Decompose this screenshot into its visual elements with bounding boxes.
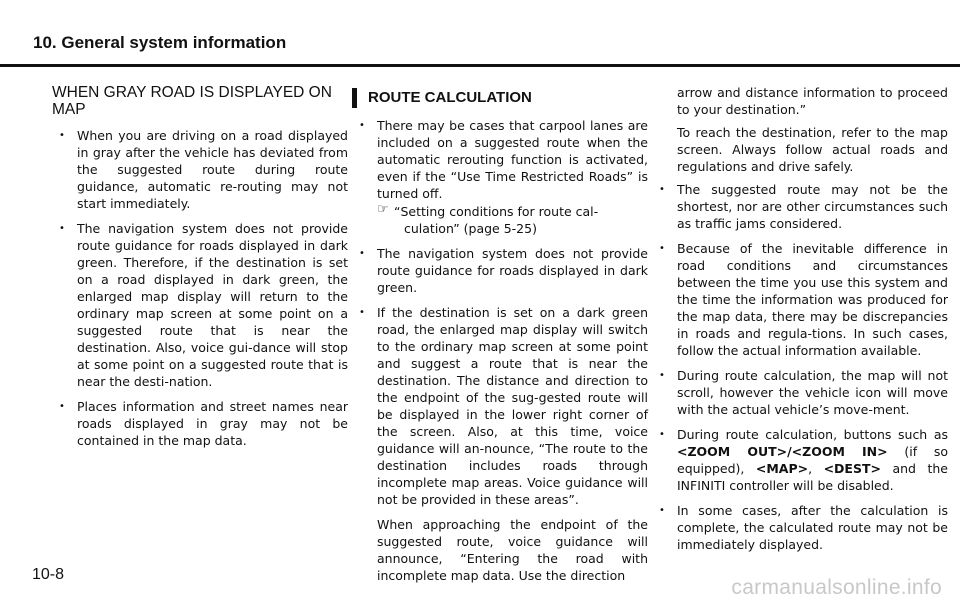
- separator: ,: [808, 461, 824, 476]
- list-item: [352, 117, 648, 237]
- route-calculation-heading: ROUTE CALCULATION: [352, 88, 648, 108]
- bullet-text: (if so equipped),: [677, 444, 949, 476]
- gray-road-heading: WHEN GRAY ROAD IS DISPLAYED ON MAP: [52, 84, 332, 118]
- bullet-text: There may be cases that carpool lanes are included on a suggested route when the automatic rerouting function is activated, even if the “Use Time Restricted Roads” is turned off.: [377, 118, 648, 201]
- reference-pointer-icon: ☞: [377, 202, 389, 217]
- paragraph: When approaching the endpoint of the suggested route, voice guidance will announce, “Entering the road with incomplete map data. Use the direction: [377, 517, 648, 583]
- gray-road-list: [52, 127, 348, 449]
- paragraph: To reach the destination, refer to the map screen. Always follow actual roads and regulations and drive safely.: [677, 125, 948, 174]
- list-item: • The suggested route may not be the shortest, nor are other circumstances such as traffic jams considered.: [652, 181, 948, 232]
- map-button-label: <MAP>: [755, 461, 809, 476]
- left-column: [52, 84, 348, 457]
- watermark: carmanualsonline.info: [731, 576, 942, 599]
- route-calc-list: [352, 117, 648, 508]
- page-reference[interactable]: [377, 203, 648, 237]
- bullet-text: and the INFINITI controller will be disabled.: [677, 461, 948, 493]
- list-item: • If the destination is set on a dark green road, the enlarged map display will switch to the ordinary map screen at some point and suggest a route that is near the destination. The distance and direction to the endpoint of the sug-gested route will be displayed in the lower right corner of the screen. Also, at this time, voice guidance will an-nounce, “The route to the destination includes roads through incomplete map areas. Voice guidance will not be provided in these areas”.: [352, 304, 648, 508]
- header-rule: [0, 64, 960, 67]
- reference-text: “Setting conditions for route cal-culation” (page 5-25): [394, 204, 599, 236]
- list-item: • During route calculation, the map will not scroll, however the vehicle icon will move with the actual vehicle’s move-ment.: [652, 367, 948, 418]
- continued-text: arrow and distance information to proceed to your destination.”: [677, 85, 948, 117]
- list-item: • When you are driving on a road displayed in gray after the vehicle has deviated from the suggested route during route guidance, automatic re-routing may not start immediately.: [52, 127, 348, 212]
- list-item: • The navigation system does not provide route guidance for roads displayed in dark green. Therefore, if the destination is set on a road displayed in dark green, the enlarged map display will return to the ordinary map screen at some point on a suggested route that is near the destination. Also, voice gui-dance will stop at some point on a suggested route that is near the desti-nation.: [52, 220, 348, 390]
- list-item: • The navigation system does not provide route guidance for roads displayed in dark green.: [352, 245, 648, 296]
- zoom-buttons-label: <ZOOM OUT>/<ZOOM IN>: [677, 444, 888, 459]
- list-item: [652, 426, 948, 494]
- list-item: • In some cases, after the calculation is complete, the calculated route may not be immediately displayed.: [652, 502, 948, 553]
- right-column: [652, 84, 948, 561]
- dest-button-label: <DEST>: [823, 461, 881, 476]
- chapter-header: 10. General system information: [33, 33, 287, 52]
- middle-column: [352, 84, 648, 590]
- route-notes-list: [652, 181, 948, 553]
- page-number: 10-8: [32, 566, 65, 583]
- list-item: • Because of the inevitable difference in road conditions and circumstances between the time you use this system and the time the information was produced for the map data, there may be discrepancies in roads and regula-tions. In such cases, follow the actual information available.: [652, 240, 948, 359]
- bullet-text: During route calculation, buttons such as: [677, 427, 948, 442]
- list-item: • Places information and street names near roads displayed in gray may not be contained in the map data.: [52, 398, 348, 449]
